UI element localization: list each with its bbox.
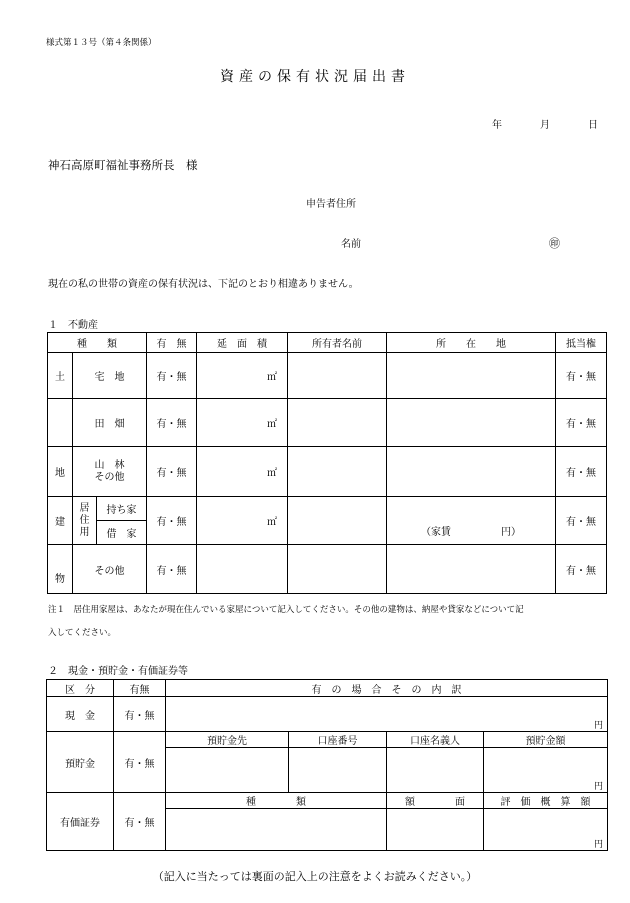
forest-location-field[interactable]: [387, 447, 556, 497]
residential-land-location-field[interactable]: [387, 353, 556, 399]
table-header-row: [48, 333, 607, 353]
account-number-field[interactable]: [289, 748, 387, 793]
note-1-continued: 入してください。: [48, 628, 117, 638]
section1-title: １ 不動産: [48, 320, 98, 331]
forest-presence[interactable]: 有・無: [147, 447, 197, 497]
header-presence: 有無: [114, 680, 166, 697]
applicant-address-label: 申告者住所: [306, 199, 356, 210]
house-owner-field[interactable]: [288, 497, 387, 545]
date-day-label: 日: [588, 120, 598, 131]
row-building-other: その他: [73, 545, 147, 594]
footer-note: （記入に当たっては裏面の記入上の注意をよくお読みください。）: [152, 870, 478, 883]
row-forest-other: [73, 447, 147, 497]
group-building-bottom: 物: [48, 545, 73, 594]
header-mortgage: 抵当権: [556, 333, 607, 353]
row-residential-land: 宅 地: [73, 353, 147, 399]
header-securities-kind: 種 類: [166, 793, 387, 809]
table-row: [48, 545, 607, 594]
header-location: 所 在 地: [387, 333, 556, 353]
row-forest-other-label: その他: [94, 471, 125, 483]
header-owner: 所有者名前: [288, 333, 387, 353]
farmland-owner-field[interactable]: [288, 399, 387, 447]
forest-area-field[interactable]: ㎡: [197, 447, 288, 497]
applicant-name-label: 名前: [341, 239, 361, 250]
header-details: 有 の 場 合 そ の 内 訳: [166, 680, 608, 697]
header-bank: 預貯金先: [166, 732, 289, 748]
savings-presence[interactable]: 有・無: [114, 732, 166, 793]
building-other-owner-field[interactable]: [288, 545, 387, 594]
group-land-middle: [48, 399, 73, 447]
group-land-top: 土: [48, 353, 73, 399]
bank-field[interactable]: [166, 748, 289, 793]
header-account-holder: 口座名義人: [387, 732, 484, 748]
savings-amount-field[interactable]: [484, 748, 608, 793]
cash-presence[interactable]: 有・無: [114, 697, 166, 732]
header-valuation: 評 価 概 算 額: [484, 793, 608, 809]
farmland-location-field[interactable]: [387, 399, 556, 447]
account-holder-field[interactable]: [387, 748, 484, 793]
declaration-text: 現在の私の世帯の資産の保有状況は、下記のとおり相違ありません。: [48, 279, 359, 290]
table-row: [48, 353, 607, 376]
row-forest-label: 山 林: [94, 459, 125, 471]
row-savings: 預貯金: [47, 732, 114, 793]
securities-presence[interactable]: 有・無: [114, 793, 166, 851]
cash-yen-label: 円: [594, 721, 604, 731]
row-rented-house: 借 家: [97, 521, 147, 545]
farmland-mortgage[interactable]: 有・無: [556, 399, 607, 447]
table-row: [47, 697, 608, 732]
row-farmland: 田 畑: [73, 399, 147, 447]
residential-label: 居住用: [73, 497, 97, 545]
header-savings-amount: 預貯金額: [484, 732, 608, 748]
cash-details-field[interactable]: [166, 697, 608, 732]
forest-owner-field[interactable]: [288, 447, 387, 497]
table-row: [48, 399, 607, 447]
rent-label: （家賃 円）: [421, 527, 522, 538]
face-value-field[interactable]: [387, 809, 484, 851]
house-mortgage[interactable]: 有・無: [556, 497, 607, 545]
securities-kind-field[interactable]: [166, 809, 387, 851]
header-face-value: 額 面: [387, 793, 484, 809]
residential-land-owner-field[interactable]: [288, 353, 387, 399]
table-header-row: [47, 680, 608, 697]
house-area-field[interactable]: ㎡: [197, 497, 288, 545]
header-presence: 有 無: [147, 333, 197, 353]
table-row: [47, 793, 608, 809]
addressee: 神石高原町福祉事務所長 様: [48, 158, 198, 172]
financial-assets-table: [46, 679, 608, 851]
header-type: 種 類: [48, 333, 147, 353]
residential-land-area-field[interactable]: ㎡: [197, 353, 288, 399]
house-presence[interactable]: 有・無: [147, 497, 197, 545]
residential-land-mortgage[interactable]: 有・無: [556, 353, 607, 399]
farmland-presence[interactable]: 有・無: [147, 399, 197, 447]
document-title: 資産の保有状況届出書: [220, 69, 410, 85]
table-row: [48, 447, 607, 497]
section2-title: ２ 現金・預貯金・有価証券等: [48, 666, 188, 677]
seal-mark: ㊞: [549, 237, 560, 250]
building-other-mortgage[interactable]: 有・無: [556, 545, 607, 594]
securities-yen-label: 円: [594, 840, 604, 850]
building-other-area-field[interactable]: [197, 545, 288, 594]
table-row: [48, 497, 607, 521]
real-estate-table: [47, 332, 607, 594]
building-other-presence[interactable]: 有・無: [147, 545, 197, 594]
group-building-top: 建: [48, 497, 73, 545]
note-1: 注１ 居住用家屋は、あなたが現在住んでいる家屋について記入してください。その他の建物は、納屋や貸家などについて記: [48, 605, 524, 615]
forest-mortgage[interactable]: 有・無: [556, 447, 607, 497]
residential-land-presence[interactable]: 有・無: [147, 353, 197, 399]
date-month-label: 月: [540, 120, 550, 131]
date-year-label: 年: [492, 120, 502, 131]
row-owned-house: 持ち家: [97, 497, 147, 521]
farmland-area-field[interactable]: ㎡: [197, 399, 288, 447]
valuation-field[interactable]: [484, 809, 608, 851]
table-row: [47, 732, 608, 748]
header-category: 区 分: [47, 680, 114, 697]
savings-yen-label: 円: [594, 782, 604, 792]
building-other-location-field[interactable]: [387, 545, 556, 594]
header-account-number: 口座番号: [289, 732, 387, 748]
house-location-field[interactable]: [387, 497, 556, 545]
row-securities: 有価証券: [47, 793, 114, 851]
group-land-bottom: 地: [48, 447, 73, 497]
form-number: 様式第１３号（第４条関係）: [46, 38, 157, 48]
row-cash: 現 金: [47, 697, 114, 732]
header-floor-area: 延 面 積: [197, 333, 288, 353]
